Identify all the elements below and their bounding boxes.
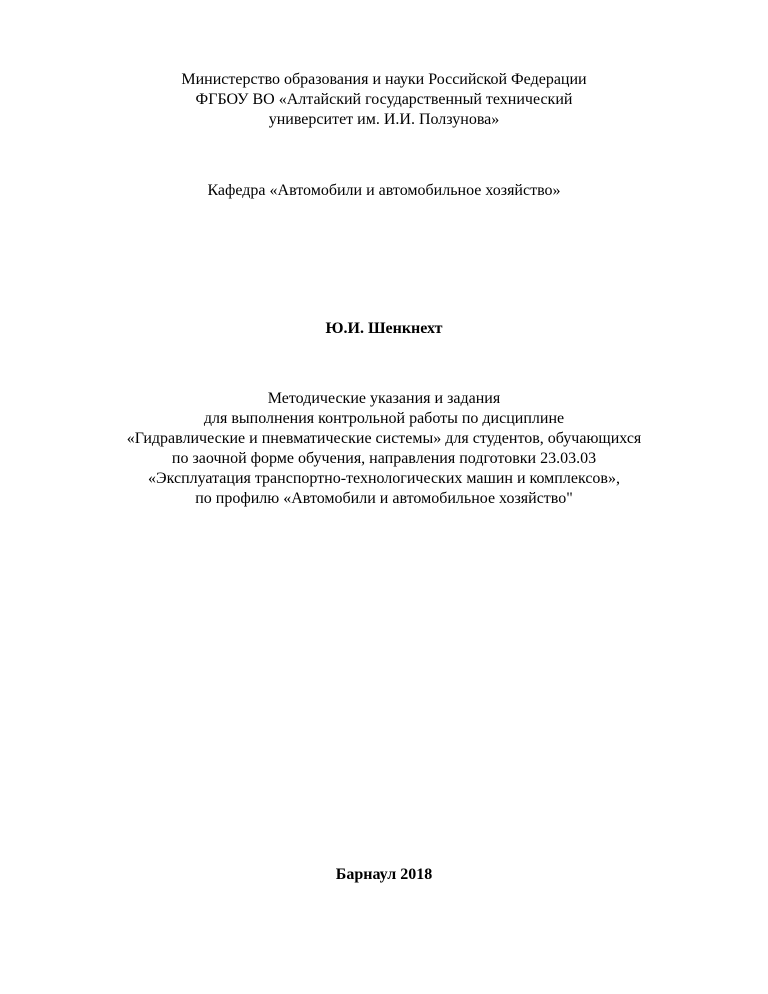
ministry-block [0,70,768,130]
department-block [0,181,768,201]
description-line-3: «Гидравлические и пневматические системы» для студентов, обучающихся [126,430,642,447]
description-line-5: «Эксплуатация транспортно-технологических машин и комплексов», [148,470,620,487]
department-name: Кафедра «Автомобили и автомобильное хозяйство» [207,182,561,199]
description-line-1: Методические указания и задания [267,390,501,407]
description-line-4: по заочной форме обучения, направления подготовки 23.03.03 [171,450,597,467]
description-line-2: для выполнения контрольной работы по дисциплине [203,410,565,427]
ministry-line-2: ФГБОУ ВО «Алтайский государственный технический [195,91,573,108]
city-year: Барнаул 2018 [335,866,433,883]
author-name: Ю.И. Шенкнехт [325,320,443,337]
author-block [0,319,768,339]
city-year-block [0,865,768,885]
description-block [0,389,768,509]
description-line-6: по профилю «Автомобили и автомобильное хозяйство" [195,490,573,507]
ministry-line-3: университет им. И.И. Ползунова» [268,111,500,128]
ministry-line-1: Министерство образования и науки Российской Федерации [181,71,587,88]
